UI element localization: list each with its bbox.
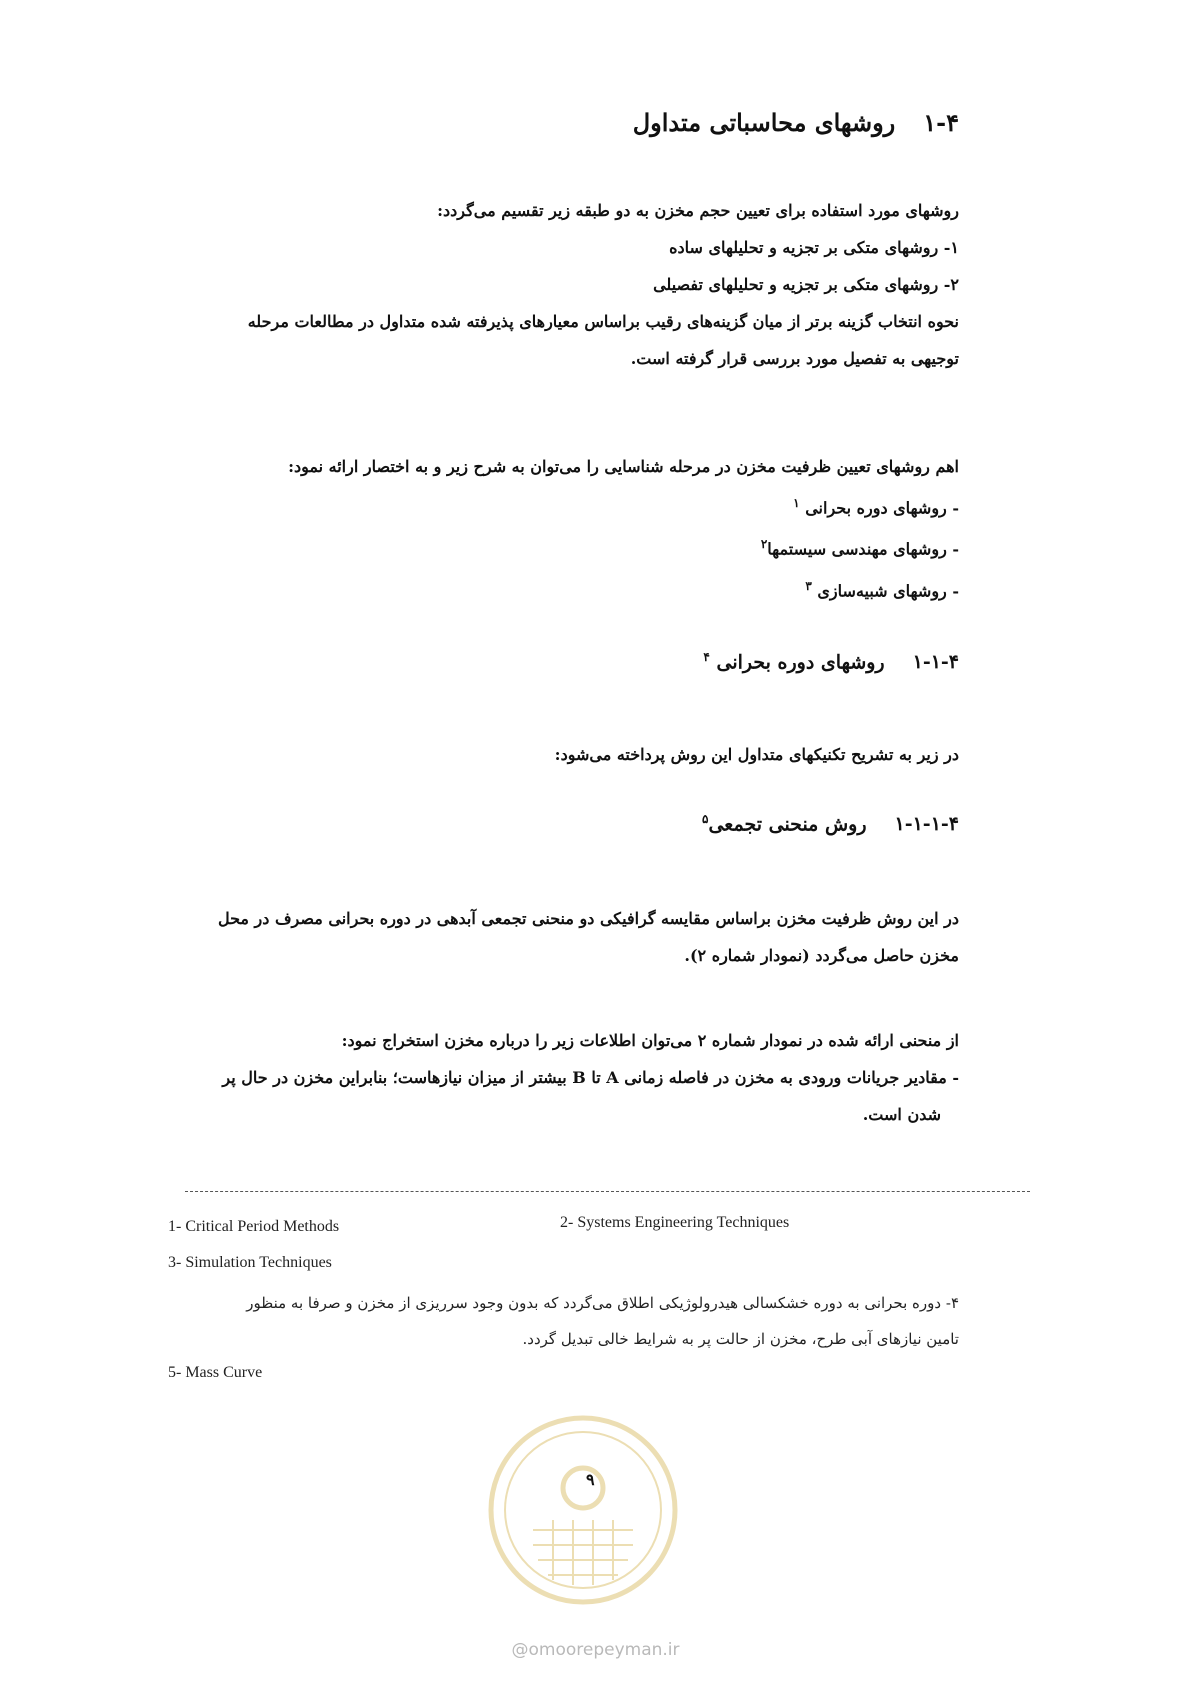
- paragraph-line: نحوه انتخاب گزینه برتر از میان گزینه‌های رقیب براساس معیارهای پذیرفته شده متداول در مطالعات مرحله: [247, 312, 959, 331]
- footnote-ref: ۱: [793, 496, 800, 510]
- footnote-ref: ۴: [703, 650, 710, 664]
- subsection-title: روشهای دوره بحرانی: [716, 651, 885, 674]
- list-item: - روشهای مهندسی سیستمها$^۲$: [760, 537, 959, 559]
- subsection-lead: در زیر به تشریح تکنیکهای متداول این روش پرداخته می‌شود:: [554, 745, 959, 764]
- footnote-line: تامین نیازهای آبی طرح، مخزن از حالت پر به شرایط خالی تبدیل گردد.: [522, 1330, 959, 1348]
- paragraph-line: در این روش ظرفیت مخزن براساس مقایسه گرافیکی دو منحنی تجمعی آبدهی در دوره بحرانی مصرف در محل: [217, 909, 959, 928]
- intro-block: [159, 192, 959, 377]
- intro-lead: روشهای مورد استفاده برای تعیین حجم مخزن به دو طبقه زیر تقسیم می‌گردد:: [437, 201, 959, 220]
- subsubsection-title: روش منحنی تجمعی: [708, 813, 867, 836]
- footnote-5: 5- Mass Curve: [168, 1364, 263, 1381]
- footnote-3: 3- Simulation Techniques: [168, 1254, 332, 1271]
- list-item: ۲- روشهای متکی بر تجزیه و تحلیلهای تفصیلی: [653, 275, 959, 294]
- list-item: ۱- روشهای متکی بر تجزیه و تحلیلهای ساده: [669, 238, 959, 257]
- subsection-heading: [259, 650, 959, 673]
- footnote-1: 1- Critical Period Methods: [168, 1218, 340, 1235]
- section-title: روشهای محاسباتی متداول: [632, 108, 896, 137]
- subsubsection-number: ۱-۱-۱-۴: [894, 813, 959, 836]
- footnote-4: [159, 1285, 959, 1357]
- footnote-separator: [185, 1191, 1030, 1192]
- bullet-line: - مقادیر جریانات ورودی به مخزن در فاصله زمانی A تا B بیشتر از میزان نیازهاست؛ بنابراین مخزن در حال پر: [222, 1068, 959, 1087]
- footnote-ref: ۵: [702, 812, 709, 826]
- list-item: - روشهای دوره بحرانی $^۱$: [793, 496, 959, 518]
- website-watermark: @omoorepeyman.ir: [511, 1640, 680, 1660]
- info-lead: از منحنی ارائه شده در نمودار شماره ۲ می‌توان اطلاعات زیر را درباره مخزن استخراج نمود:: [341, 1031, 959, 1050]
- section-number: ۱-۴: [923, 108, 959, 137]
- methods-lead: اهم روشهای تعیین ظرفیت مخزن در مرحله شناسایی را می‌توان به شرح زیر و به اختصار ارائه نمود:: [288, 457, 959, 476]
- paragraph-line: مخزن حاصل می‌گردد (نمودار شماره ۲).: [684, 946, 959, 965]
- footnote-line: ۴- دوره بحرانی به دوره خشکسالی هیدرولوژیکی اطلاق می‌گردد که بدون وجود سرریزی از مخزن و صرفا به منظور: [246, 1294, 959, 1312]
- bullet-line: شدن است.: [862, 1105, 941, 1124]
- mass-curve-info: [159, 1022, 959, 1133]
- subsubsection-heading: [259, 812, 959, 835]
- footnote-2: 2- Systems Engineering Techniques: [560, 1214, 790, 1231]
- list-item: - روشهای شبیه‌سازی $^۳$: [805, 578, 959, 600]
- section-heading: [259, 108, 959, 137]
- footnote-ref: ۳: [805, 578, 812, 593]
- methods-block: [159, 448, 959, 609]
- page-number: ۹: [586, 1470, 595, 1489]
- watermark-seal-icon: [483, 1410, 683, 1610]
- subsection-number: ۱-۱-۴: [912, 651, 959, 674]
- paragraph-line: توجیهی به تفصیل مورد بررسی قرار گرفته است.: [630, 349, 959, 368]
- mass-curve-paragraph: [159, 900, 959, 974]
- footnote-ref: ۲: [760, 537, 768, 552]
